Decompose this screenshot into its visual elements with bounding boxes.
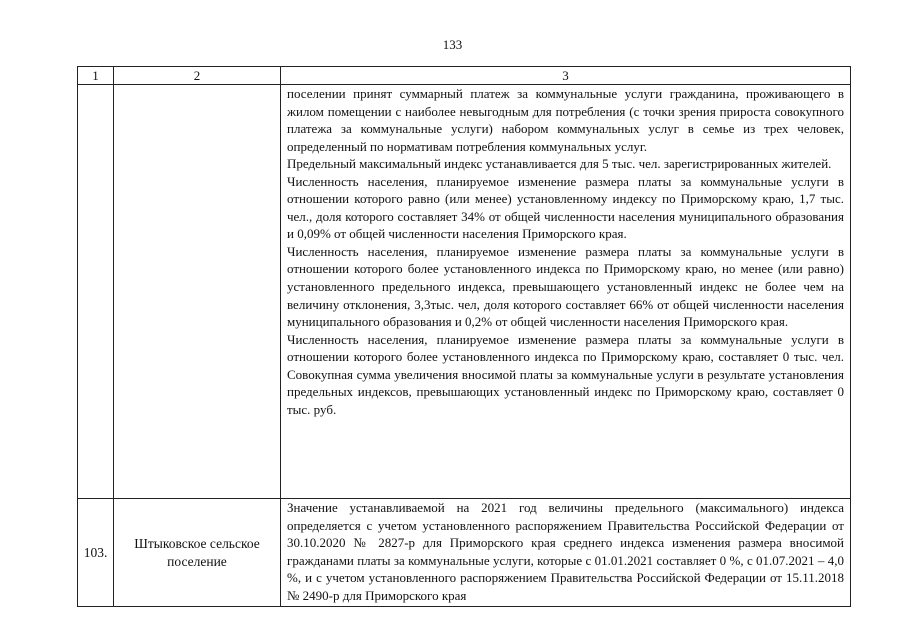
- page-number: 133: [442, 37, 463, 52]
- paragraph: поселении принят суммарный платеж за коммунальные услуги гражданина, проживающего в жилом помещении с наиболее невыгодным для потребления (с точки зрения прироста совокупного платежа за коммунальные услуги) набором коммунальных услуг в семье из трех человек, определенный по нормативам потребления коммунальных услуг.: [287, 86, 844, 154]
- paragraph: Значение устанавливаемой на 2021 год величины предельного (максимального) индекса определяется с учетом установленного распоряжением Правительства Российской Федерации от 30.10.2020 № 2827-р для Приморского края среднего индекса изменения размера вносимой гражданами платы за коммунальные услуги, которые с 01.01.2021 составляет 0 %, с 01.07.2021 – 4,0 %, и с учетом установленного распоряжением Правительства Российской Федерации от 15.11.2018 № 2490-р для Приморского края: [287, 500, 844, 603]
- header-cell-1: 1: [78, 67, 114, 85]
- document-table: [77, 66, 851, 607]
- paragraph: Численность населения, планируемое изменение размера платы за коммунальные услуги в отношении которого равно (или менее) установленному индексу по Приморскому краю, 1,7 тыс. чел., доля которого составляет 34% от общей численности населения муниципального образования и 0,09% от общей численности населения Приморского края.: [287, 173, 844, 242]
- row-number-cell: 103.: [78, 499, 114, 607]
- table-row: [78, 499, 851, 607]
- paragraph: Численность населения, планируемое изменение размера платы за коммунальные услуги в отношении которого более установленного индекса по Приморскому краю, составляет 0 тыс. чел. Совокупная сумма увеличения вносимой платы за коммунальные услуги в результате установления предельных индексов, превышающих установленный индекс по Приморскому краю, составляет 0 тыс. руб.: [287, 331, 844, 417]
- municipality-name-cell: Штыковское сельское поселение: [114, 499, 281, 607]
- municipality-name-cell: [114, 85, 281, 499]
- paragraph: Численность населения, планируемое изменение размера платы за коммунальные услуги в отношении которого более установленного индекса по Приморскому краю, но менее (или равно) установленного предельного индекса, превышающего установленный индекс не более чем на величину отклонения, 3,3тыс. чел, доля которого составляет 66% от общей численности населения муниципального образования и 0,2% от общей численности населения Приморского края.: [287, 243, 844, 330]
- table-header-row: [78, 67, 851, 85]
- description-cell: [281, 499, 851, 607]
- header-cell-3: 3: [281, 67, 851, 85]
- paragraph: Предельный максимальный индекс устанавливается для 5 тыс. чел. зарегистрированных жителей.: [287, 156, 832, 172]
- row-number-cell: [78, 85, 114, 499]
- description-cell: [281, 85, 851, 499]
- table-row: [78, 85, 851, 499]
- header-cell-2: 2: [114, 67, 281, 85]
